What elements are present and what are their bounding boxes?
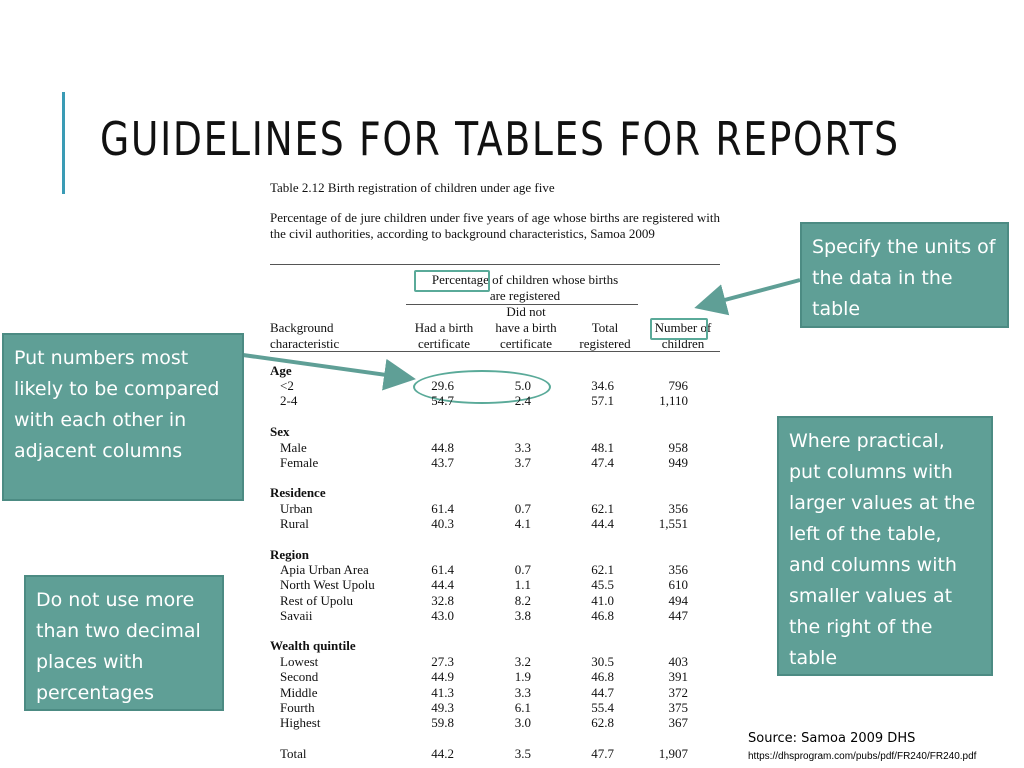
- cell-number-children: 494: [668, 593, 688, 608]
- group-header-line2: are registered: [489, 288, 561, 303]
- cell-had-certificate: 44.2: [431, 746, 454, 761]
- cell-number-children: 610: [668, 577, 688, 592]
- row-label: Male: [280, 440, 307, 455]
- callout-decimal-places: [24, 575, 224, 711]
- cell-number-children: 796: [668, 378, 688, 393]
- cell-had-certificate: 44.9: [431, 669, 454, 684]
- cell-number-children: 1,110: [659, 393, 688, 408]
- arrow-to-adjacent-columns: [243, 355, 408, 378]
- group-label-age: Age: [270, 363, 292, 378]
- cell-had-certificate: 40.3: [431, 516, 454, 531]
- row-label: <2: [280, 378, 294, 393]
- cell-number-children: 958: [668, 440, 688, 455]
- cell-had-certificate: 29.6: [431, 378, 454, 393]
- row-label: Middle: [280, 685, 318, 700]
- col-header-background-line1: Background: [270, 320, 334, 335]
- cell-had-certificate: 59.8: [431, 715, 454, 730]
- row-label: Lowest: [280, 654, 319, 669]
- group-label-sex: Sex: [270, 424, 290, 439]
- cell-total-registered: 48.1: [591, 440, 614, 455]
- col-header-c1-line1: Had a birth: [414, 320, 474, 335]
- cell-total-registered: 47.7: [591, 746, 614, 761]
- cell-had-certificate: 61.4: [431, 501, 454, 516]
- cell-no-certificate: 3.3: [514, 685, 531, 700]
- row-label: North West Upolu: [280, 577, 375, 592]
- cell-total-registered: 41.0: [591, 593, 614, 608]
- cell-total-registered: 30.5: [591, 654, 614, 669]
- cell-had-certificate: 43.7: [431, 455, 454, 470]
- cell-no-certificate: 8.2: [514, 593, 531, 608]
- row-label: Second: [280, 669, 319, 684]
- cell-total-registered: 44.4: [591, 516, 614, 531]
- cell-number-children: 372: [668, 685, 688, 700]
- table-description: Percentage of de jure children under five years of age whose births are registered with the civil authorities, according to background characteristics, Samoa 2009: [270, 210, 720, 241]
- cell-no-certificate: 1.9: [514, 669, 531, 684]
- callout-adjacent-columns-text: Put numbers most likely to be compared with each other in adjacent columns: [14, 347, 220, 462]
- col-header-c2-line3: certificate: [500, 336, 552, 351]
- cell-total-registered: 46.8: [591, 669, 614, 684]
- callout-decimal-places-text: Do not use more than two decimal places with percentages: [36, 589, 201, 704]
- table-title: Table 2.12 Birth registration of children under age five: [270, 180, 555, 195]
- cell-no-certificate: 2.4: [514, 393, 531, 408]
- col-header-c2-line1: Did not: [506, 304, 546, 319]
- cell-total-registered: 62.1: [591, 562, 614, 577]
- row-label: Fourth: [280, 700, 315, 715]
- cell-had-certificate: 54.7: [431, 393, 454, 408]
- cell-total-registered: 62.8: [591, 715, 614, 730]
- cell-had-certificate: 44.4: [431, 577, 454, 592]
- cell-total-registered: 47.4: [591, 455, 614, 470]
- cell-total-registered: 44.7: [591, 685, 614, 700]
- cell-no-certificate: 6.1: [514, 700, 531, 715]
- cell-no-certificate: 3.0: [514, 715, 531, 730]
- cell-number-children: 375: [668, 700, 688, 715]
- cell-no-certificate: 3.5: [514, 746, 531, 761]
- cell-number-children: 356: [668, 501, 688, 516]
- row-label: Rural: [280, 516, 309, 531]
- cell-total-registered: 55.4: [591, 700, 614, 715]
- callout-column-ordering-text: Where practical, put columns with larger values at the left of the table, and columns with smaller values at the right of the table: [789, 430, 976, 669]
- callout-specify-units-text: Specify the units of the data in the table: [812, 236, 996, 320]
- slide-title: GUIDELINES FOR TABLES FOR REPORTS: [100, 112, 900, 166]
- col-header-c4-line2: children: [661, 336, 705, 351]
- group-label-residence: Residence: [270, 485, 326, 500]
- cell-number-children: 367: [668, 715, 688, 730]
- cell-total-registered: 57.1: [591, 393, 614, 408]
- callout-specify-units: [800, 222, 1009, 328]
- row-label: Total: [280, 746, 307, 761]
- group-label-region: Region: [270, 547, 309, 562]
- col-header-c3-line1: Total: [591, 320, 619, 335]
- cell-had-certificate: 32.8: [431, 593, 454, 608]
- cell-no-certificate: 3.7: [514, 455, 531, 470]
- cell-number-children: 356: [668, 562, 688, 577]
- cell-number-children: 1,551: [658, 516, 688, 531]
- col-header-background-line2: characteristic: [270, 336, 340, 351]
- cell-had-certificate: 61.4: [431, 562, 454, 577]
- callout-adjacent-columns: [2, 333, 244, 501]
- cell-number-children: 1,907: [658, 746, 688, 761]
- cell-had-certificate: 43.0: [431, 608, 454, 623]
- col-header-c2-line2: have a birth: [495, 320, 557, 335]
- cell-no-certificate: 0.7: [514, 501, 531, 516]
- callout-column-ordering: [777, 416, 993, 676]
- cell-no-certificate: 1.1: [514, 577, 531, 592]
- group-header-line1: Percentage of children whose births: [431, 272, 619, 287]
- cell-number-children: 403: [668, 654, 688, 669]
- col-header-c4-line1: Number of: [654, 320, 712, 335]
- cell-number-children: 949: [668, 455, 688, 470]
- cell-total-registered: 45.5: [591, 577, 614, 592]
- row-label: Apia Urban Area: [280, 562, 369, 577]
- col-header-c3-line2: registered: [579, 336, 631, 351]
- row-label: Urban: [280, 501, 313, 516]
- cell-had-certificate: 27.3: [431, 654, 454, 669]
- arrow-to-units: [702, 280, 800, 306]
- cell-no-certificate: 0.7: [514, 562, 531, 577]
- cell-total-registered: 46.8: [591, 608, 614, 623]
- row-label: Rest of Upolu: [280, 593, 353, 608]
- cell-no-certificate: 3.2: [514, 654, 531, 669]
- cell-number-children: 391: [668, 669, 688, 684]
- source-url[interactable]: https://dhsprogram.com/pubs/pdf/FR240/FR240.pdf: [748, 751, 977, 762]
- source-caption: Source: Samoa 2009 DHS: [748, 731, 916, 746]
- cell-total-registered: 34.6: [591, 378, 614, 393]
- cell-no-certificate: 3.3: [514, 440, 531, 455]
- cell-no-certificate: 4.1: [514, 516, 531, 531]
- cell-had-certificate: 49.3: [431, 700, 454, 715]
- cell-total-registered: 62.1: [591, 501, 614, 516]
- cell-no-certificate: 5.0: [514, 378, 531, 393]
- row-label: Female: [280, 455, 319, 470]
- cell-had-certificate: 41.3: [431, 685, 454, 700]
- cell-no-certificate: 3.8: [514, 608, 531, 623]
- row-label: Savaii: [280, 608, 313, 623]
- row-label: Highest: [280, 715, 321, 730]
- cell-number-children: 447: [668, 608, 688, 623]
- cell-had-certificate: 44.8: [431, 440, 454, 455]
- row-label: 2-4: [280, 393, 298, 408]
- col-header-c1-line2: certificate: [418, 336, 470, 351]
- group-label-wealth: Wealth quintile: [270, 638, 356, 653]
